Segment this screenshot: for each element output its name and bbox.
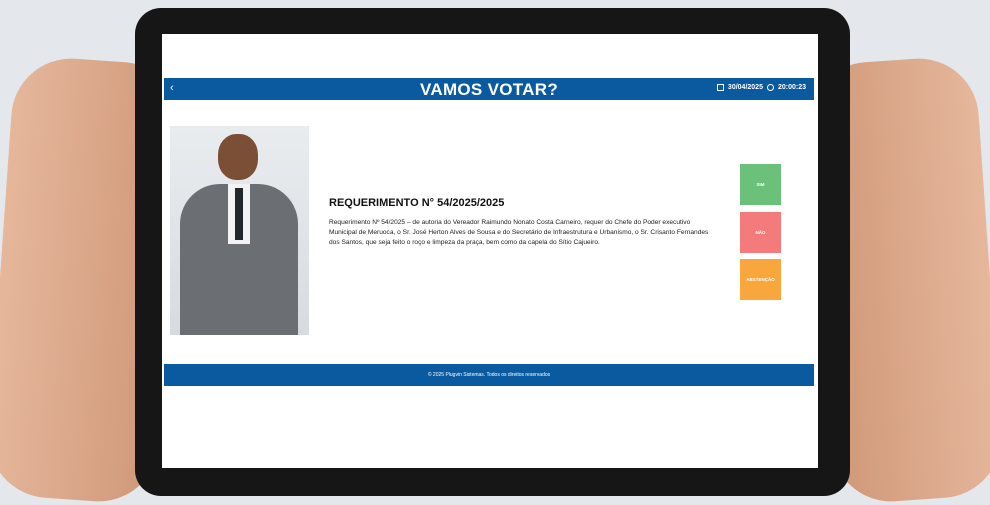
councilor-photo	[170, 126, 309, 335]
datetime	[717, 84, 806, 91]
footer-bar	[164, 364, 814, 386]
vote-yes-button[interactable]: SIM	[740, 164, 781, 205]
chevron-left-icon[interactable]: ‹	[170, 82, 174, 94]
footer-text: © 2025 Plugvin Sistemas. Todos os direitos reservados	[427, 372, 551, 378]
vote-no-button[interactable]: NÃO	[740, 212, 781, 253]
requirement-title: REQUERIMENTO N° 54/2025/2025	[329, 197, 505, 209]
date-text: 30/04/2025	[727, 84, 763, 91]
tablet-screen	[162, 34, 818, 468]
calendar-icon	[717, 84, 724, 91]
requirement-text: Requerimento Nº 54/2025 – de autoria do Vereador Raimundo Nonato Costa Carneiro, requer do Chefe do Poder executivo Municipal de Meruoca, o Sr. José Herton Alves de Sousa e do Secretário de Infraestrutura e Urbanismo, o Sr. Crisanto Fernandes dos Santos, que seja feito o roço e limpeza da praça, bem como da capela do Sítio Cajueiro.	[329, 219, 709, 246]
photo-tie	[235, 188, 243, 240]
vote-abstain-button[interactable]: ABSTENÇÃO	[740, 259, 781, 300]
header-bar	[164, 78, 814, 100]
clock-icon	[767, 84, 774, 91]
page-title: VAMOS VOTAR?	[419, 80, 559, 99]
photo-head	[218, 134, 258, 180]
time-text: 20:00:23	[777, 84, 806, 91]
